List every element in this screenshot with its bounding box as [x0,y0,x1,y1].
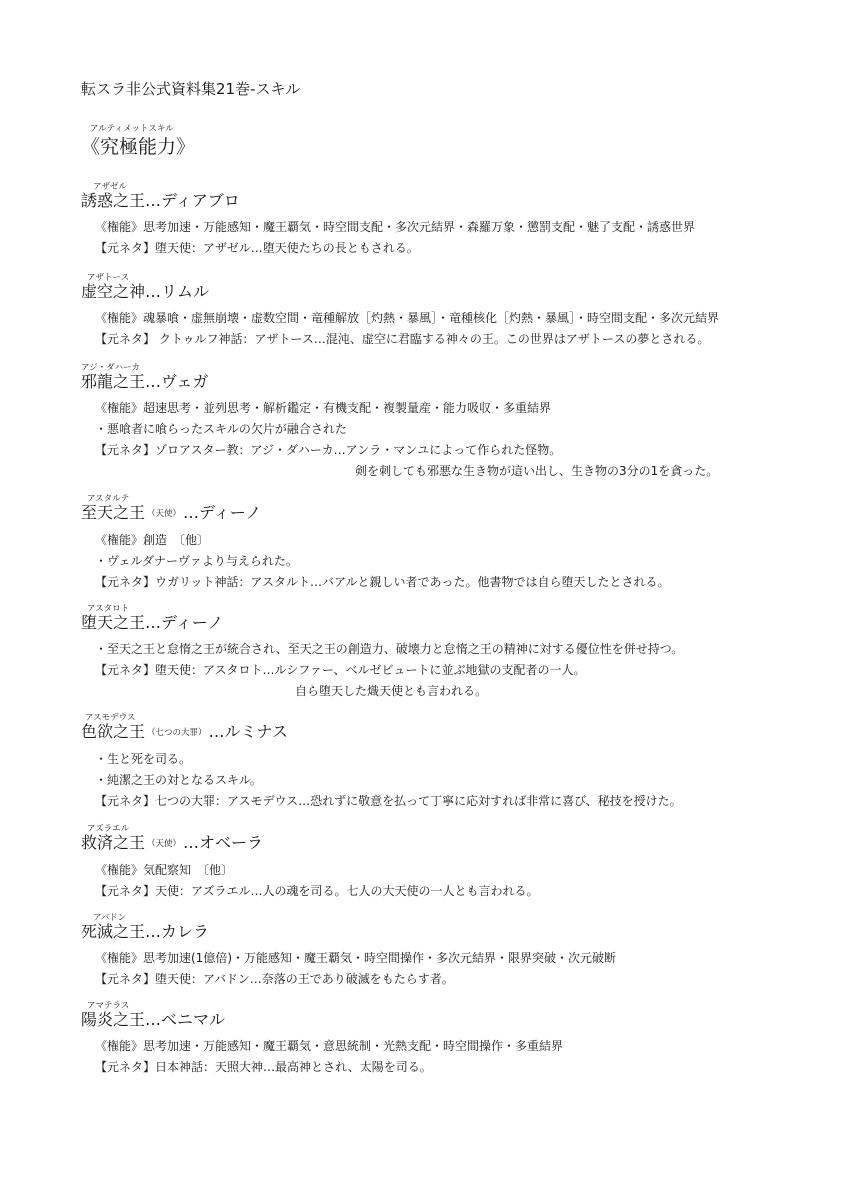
skill-line: ・ヴェルダナーヴァより与えられた。 [95,554,298,568]
skill-line: 【元ネタ】ゾロアスター教：アジ・ダハーカ…アンラ・マンユによって作られた怪物。 [95,443,562,457]
skill-line: 【元ネタ】 クトゥルフ神話：アザトース…混沌、虚空に君臨する神々の王。この世界はアザトースの夢とされる。 [95,332,710,346]
skill-owner: …リムル [145,282,210,301]
skill-owner: …オベーラ [183,833,264,852]
skill-ruby: アザトース [87,273,130,283]
skill-ruby: アスモデウス [85,713,136,723]
skill-title [81,372,718,392]
skill-name: 至天之王 [81,503,146,522]
skill-line: ・至天之王と怠惰之王が統合され、至天之王の創造力、破壊力と怠惰之王の精神に対する優位性を併せ持つ。 [95,642,684,656]
skill-ruby: アスタルテ [87,494,130,504]
skill-owner: …ディーノ [145,613,224,632]
skill-line: 《権能》思考加速・万能感知・魔王覇気・時空間支配・多次元結界・森羅万象・懲罰支配・魅了支配・誘惑世界 [95,220,696,234]
skill-title [81,282,719,302]
skill-line: ・純潔之王の対となるスキル。 [95,773,262,787]
skill-owner: …ベニマル [145,1010,226,1029]
skill-entry [81,271,719,350]
skill-title [81,1010,563,1030]
section-heading: 《究極能力》 [81,136,196,158]
skill-tag: （天使） [147,839,182,849]
skill-ruby: アバドン [93,913,127,923]
skill-owner: …カレラ [145,922,210,941]
skill-name: 救済之王 [81,833,146,852]
skill-name: 色欲之王 [81,722,146,741]
skill-entry [81,711,682,812]
section-ruby: アルティメットスキル [90,124,174,134]
skill-entry [81,361,718,482]
skill-entry [81,999,563,1078]
skill-entry [81,180,695,259]
skill-name: 陽炎之王 [81,1010,146,1029]
skill-line: ・悪喰者に喰らったスキルの欠片が融合された [95,422,347,436]
skill-line: 《権能》気配察知 〔他〕 [95,863,234,877]
skill-line: 《権能》創造 〔他〕 [95,533,210,547]
skill-owner: …ディーノ [183,503,262,522]
skill-name: 邪龍之王 [81,372,146,391]
skill-line: 【元ネタ】堕天使：アスタロト…ルシファー、ベルゼビュートに並ぶ地獄の支配者の一人。 [95,663,586,677]
skill-title [81,833,539,854]
skill-tag: （七つの大罪） [147,728,207,738]
skill-owner: …ルミナス [208,722,288,741]
skill-title [81,191,695,211]
skill-ruby: アマテラス [87,1001,130,1011]
skill-line: 【元ネタ】ウガリット神話：アスタルト…バアルと親しい者であった。他書物では自ら堕天したとされる。 [95,575,670,589]
skill-name: 死滅之王 [81,922,146,941]
skill-line: 《権能》思考加速(1億倍)・万能感知・魔王覇気・時空間操作・多次元結界・限界突破・次元破断 [95,951,617,965]
skill-title [81,503,669,524]
skill-title [81,922,616,942]
skill-line: 《権能》魂暴喰・虚無崩壊・虚数空間・竜種解放［灼熱・暴風］・竜種核化［灼熱・暴風］・時空間支配・多次元結界 [95,311,720,325]
skill-name: 誘惑之王 [81,191,146,210]
skill-entry [81,492,669,593]
skill-owner: …ヴェガ [145,372,209,391]
skill-ruby: アズラエル [87,824,130,834]
skill-line: 【元ネタ】天使：アズラエル…人の魂を司る。七人の大天使の一人とも言われる。 [95,884,539,898]
skill-line: 《権能》思考加速・万能感知・魔王覇気・意思統制・光熱支配・時空間操作・多重結界 [95,1039,564,1053]
skill-line: 【元ネタ】七つの大罪：アスモデウス…恐れずに敬意を払って丁寧に応対すれば非常に喜び、秘技を授けた。 [95,794,682,808]
skill-line: 剣を刺しても邪悪な生き物が這い出し、生き物の3分の1を貪った。 [355,464,719,478]
skill-ruby: アジ・ダハーカ [81,363,140,373]
skill-name: 虚空之神 [81,282,146,301]
skill-title [81,613,683,633]
skill-ruby: アスタロト [87,604,130,614]
skill-line: 【元ネタ】堕天使：アバドン…奈落の王であり破滅をもたらす者。 [95,972,454,986]
skill-entry [81,911,616,990]
skill-line: ・生と死を司る。 [95,752,192,766]
page-title: 転スラ非公式資料集21巻-スキル [81,80,301,98]
skill-ruby: アザゼル [93,182,127,192]
skill-entry [81,822,539,902]
skill-line: 【元ネタ】日本神話：天照大神…最高神とされ、太陽を司る。 [95,1060,432,1074]
skill-name: 堕天之王 [81,613,146,632]
skill-tag: （天使） [147,509,182,519]
skill-entry [81,602,683,702]
skill-line: 自ら堕天した熾天使とも言われる。 [295,684,488,698]
skill-line: 《権能》超速思考・並列思考・解析鑑定・有機支配・複製量産・能力吸収・多重結界 [95,401,552,415]
skill-title [81,722,682,743]
skill-line: 【元ネタ】堕天使：アザゼル…堕天使たちの長ともされる。 [95,241,419,255]
skill-owner: …ディアブロ [145,191,240,210]
